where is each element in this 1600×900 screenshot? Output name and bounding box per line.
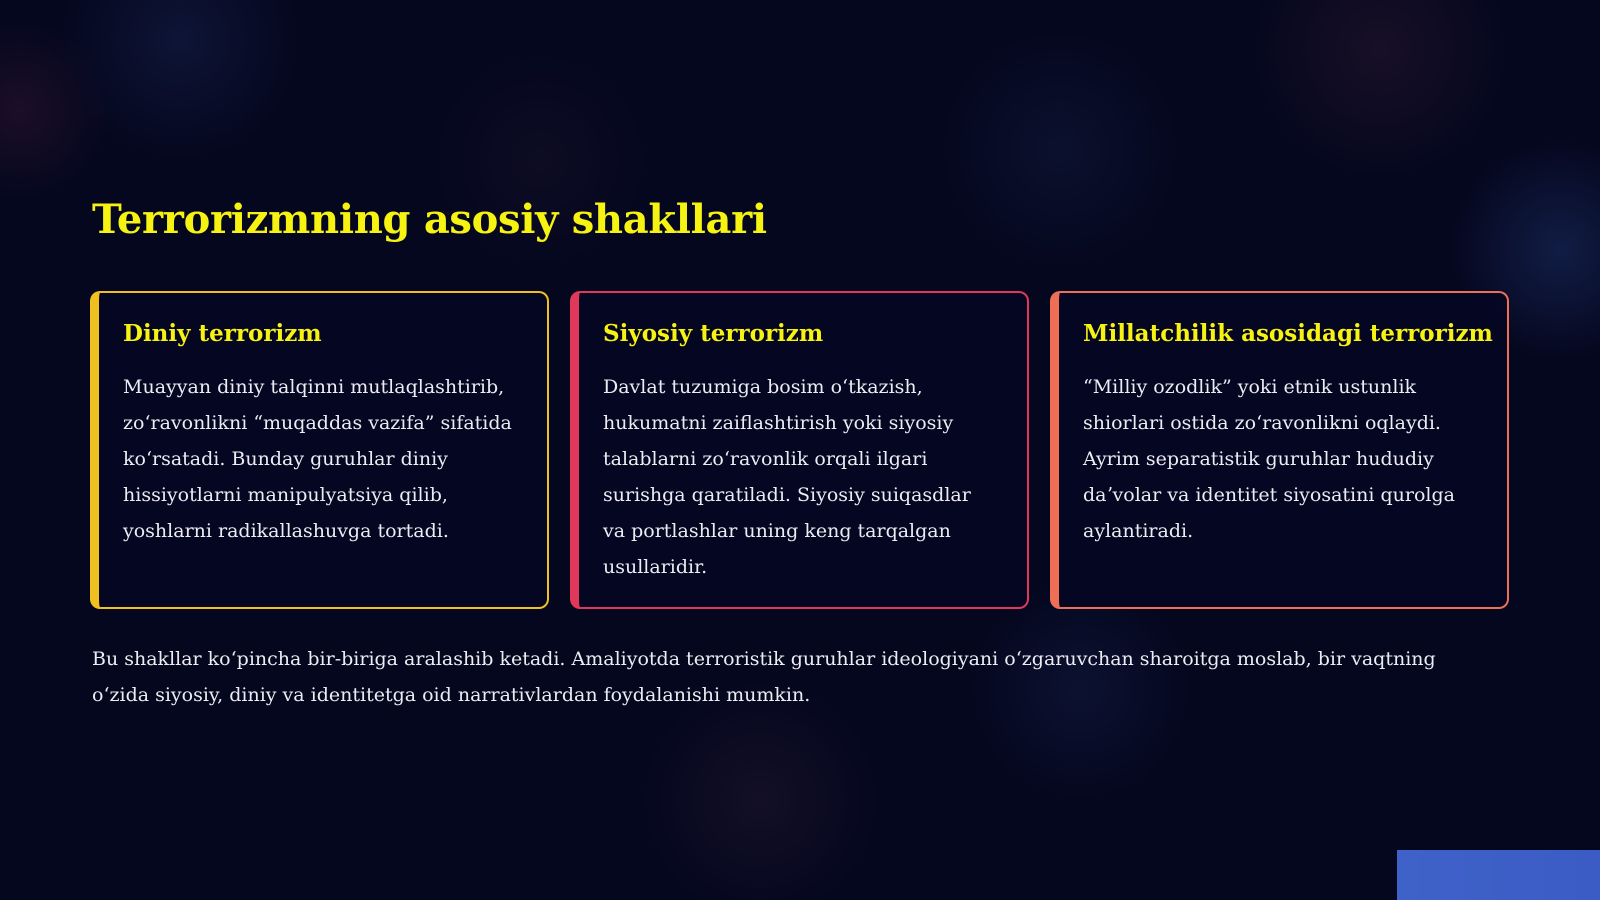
summary-paragraph: Bu shakllar koʻpincha bir-biriga aralashib ketadi. Amaliyotda terroristik guruhlar ideologiyani oʻzgaruvchan sharoitga moslab, bir vaqtning oʻzida siyosiy, diniy va identitetga oid narrativlardan foydalanishi mumkin. <box>92 648 1436 706</box>
card-text: Davlat tuzumiga bosim oʻtkazish, hukumatni zaiflashtirish yoki siyosiy talablarni zoʻravonlik orqali ilgari surishga qaratiladi. Siyosiy suiqasdlar va portlashlar uning keng tarqalgan usullaridir. <box>603 376 971 578</box>
card-title: Millatchilik asosidagi terrorizm <box>1083 320 1493 347</box>
card-title: Diniy terrorizm <box>123 320 322 347</box>
corner-accent-block <box>1397 850 1600 900</box>
card-text: Muayyan diniy talqinni mutlaqlashtirib, zoʻravonlikni “muqaddas vazifa” sifatida koʻrsatadi. Bunday guruhlar diniy hissiyotlarni manipulyatsiya qilib, yoshlarni radikallashuvga tortadi. <box>123 376 512 542</box>
card-text: “Milliy ozodlik” yoki etnik ustunlik shiorlari ostida zoʻravonlikni oqlaydi. Ayrim separatistik guruhlar hududiy daʼvolar va identitet siyosatini qurolga aylantiradi. <box>1083 376 1455 542</box>
card-siyosiy-terrorizm <box>570 291 1029 609</box>
card-title: Siyosiy terrorizm <box>603 320 824 347</box>
slide-title: Terrorizmning asosiy shakllari <box>92 196 767 243</box>
card-millatchilik-terrorizm <box>1050 291 1509 609</box>
card-diniy-terrorizm <box>90 291 549 609</box>
cards-row <box>90 291 1510 609</box>
